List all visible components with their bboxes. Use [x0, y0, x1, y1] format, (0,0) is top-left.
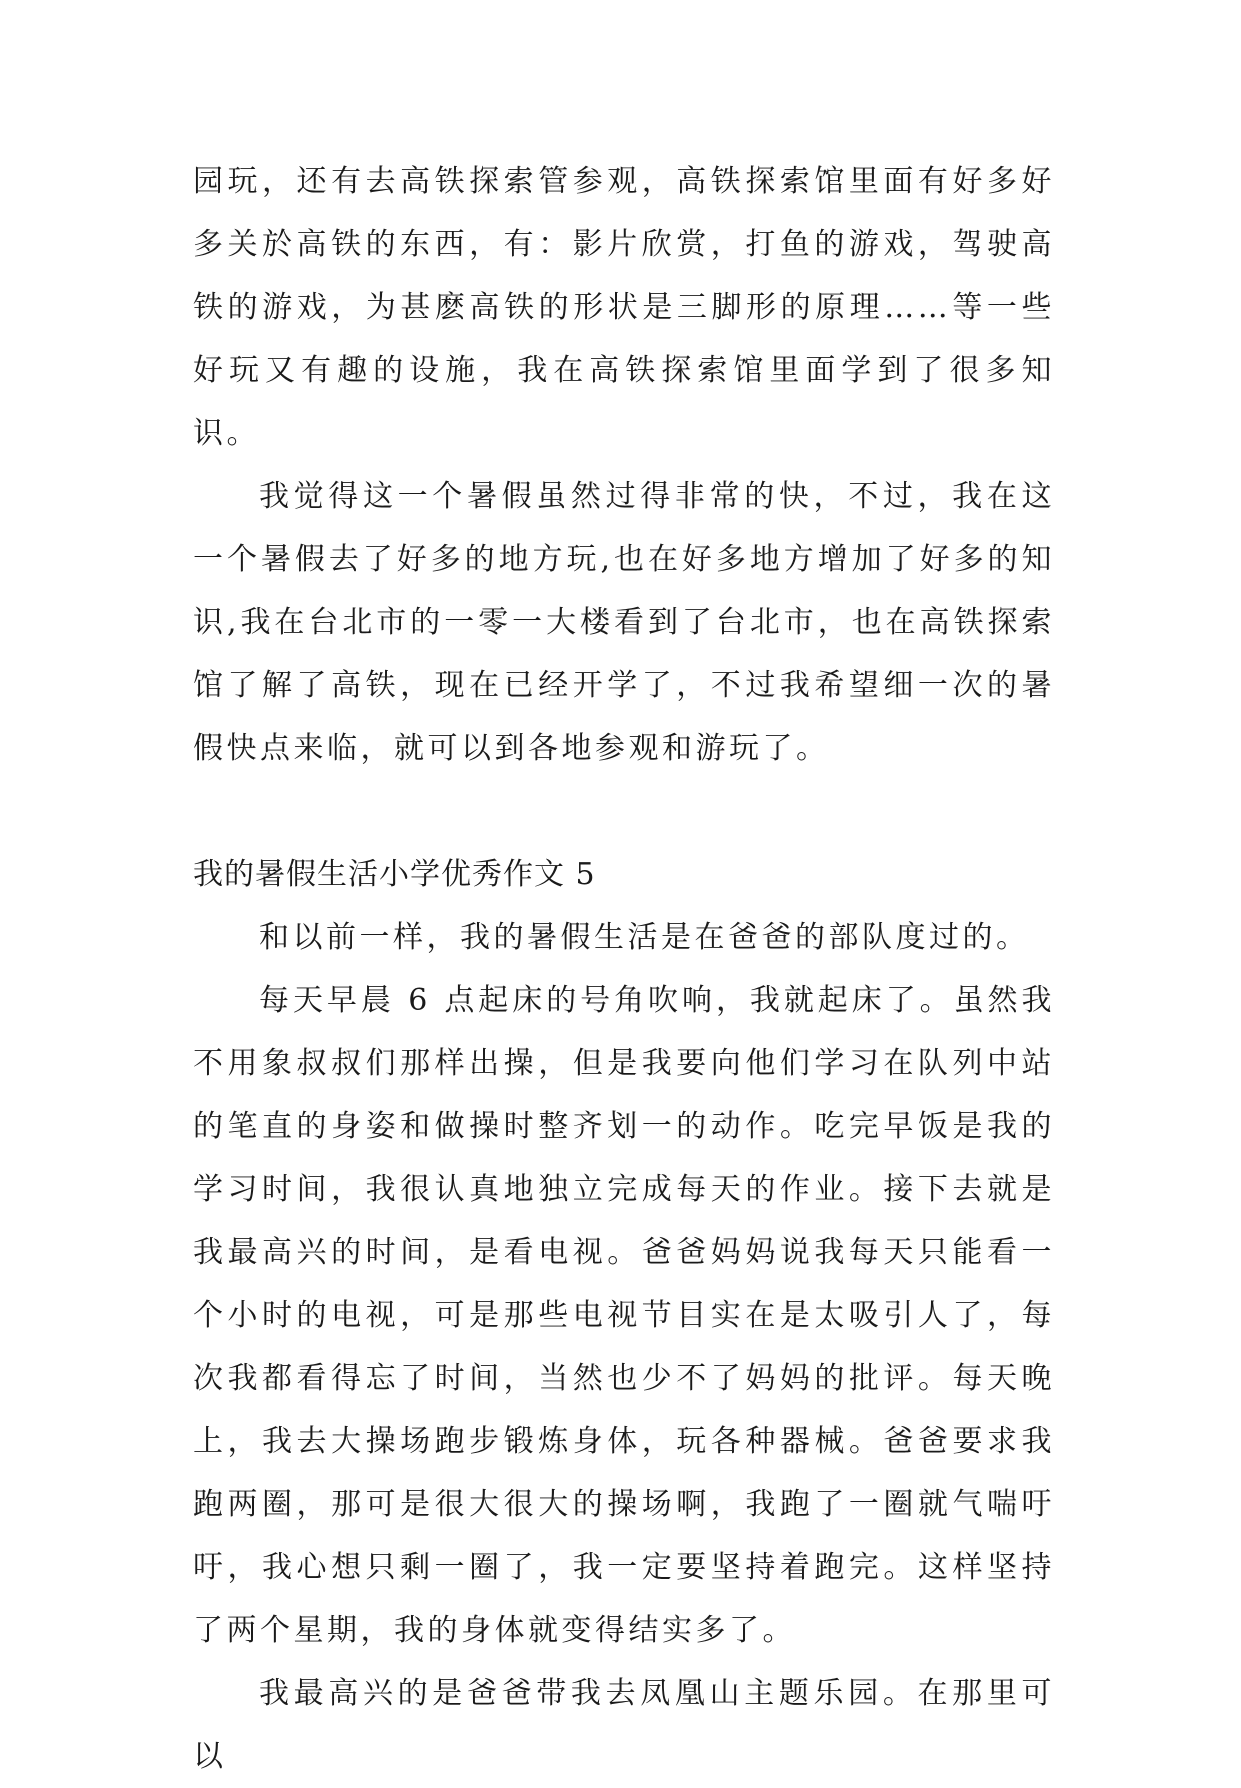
document-page	[193, 150, 1055, 1788]
paragraph-3: 和以前一样，我的暑假生活是在爸爸的部队度过的。	[259, 920, 1030, 955]
paragraph-1: 园玩，还有去高铁探索管参观，高铁探索馆里面有好多好多关於高铁的东西，有：影片欣赏，打鱼的游戏，驾驶高铁的游戏，为甚麽高铁的形状是三脚形的原理……等一些好玩又有趣的设施，我在高铁探索馆里面学到了很多知识。	[193, 164, 1055, 451]
paragraph-2: 我觉得这一个暑假虽然过得非常的快，不过，我在这一个暑假去了好多的地方玩,也在好多地方增加了好多的知识,我在台北市的一零一大楼看到了台北市，也在高铁探索馆了解了高铁，现在已经开学了，不过我希望细一次的暑假快点来临，就可以到各地参观和游玩了。	[193, 479, 1055, 766]
section-gap	[193, 780, 1055, 843]
paragraph-4: 每天早晨 6 点起床的号角吹响，我就起床了。虽然我不用象叔叔们那样出操，但是我要向他们学习在队列中站的笔直的身姿和做操时整齐划一的动作。吃完早饭是我的学习时间，我很认真地独立完成每天的作业。接下去就是我最高兴的时间，是看电视。爸爸妈妈说我每天只能看一个小时的电视，可是那些电视节目实在是太吸引人了，每次我都看得忘了时间，当然也少不了妈妈的批评。每天晚上，我去大操场跑步锻炼身体，玩各种器械。爸爸要求我跑两圈，那可是很大很大的操场啊，我跑了一圈就气喘吁吁，我心想只剩一圈了，我一定要坚持着跑完。这样坚持了两个星期，我的身体就变得结实多了。	[193, 983, 1055, 1648]
paragraph-5: 我最高兴的是爸爸带我去凤凰山主题乐园。在那里可以	[193, 1676, 1055, 1774]
section-title: 我的暑假生活小学优秀作文 5	[193, 857, 596, 892]
